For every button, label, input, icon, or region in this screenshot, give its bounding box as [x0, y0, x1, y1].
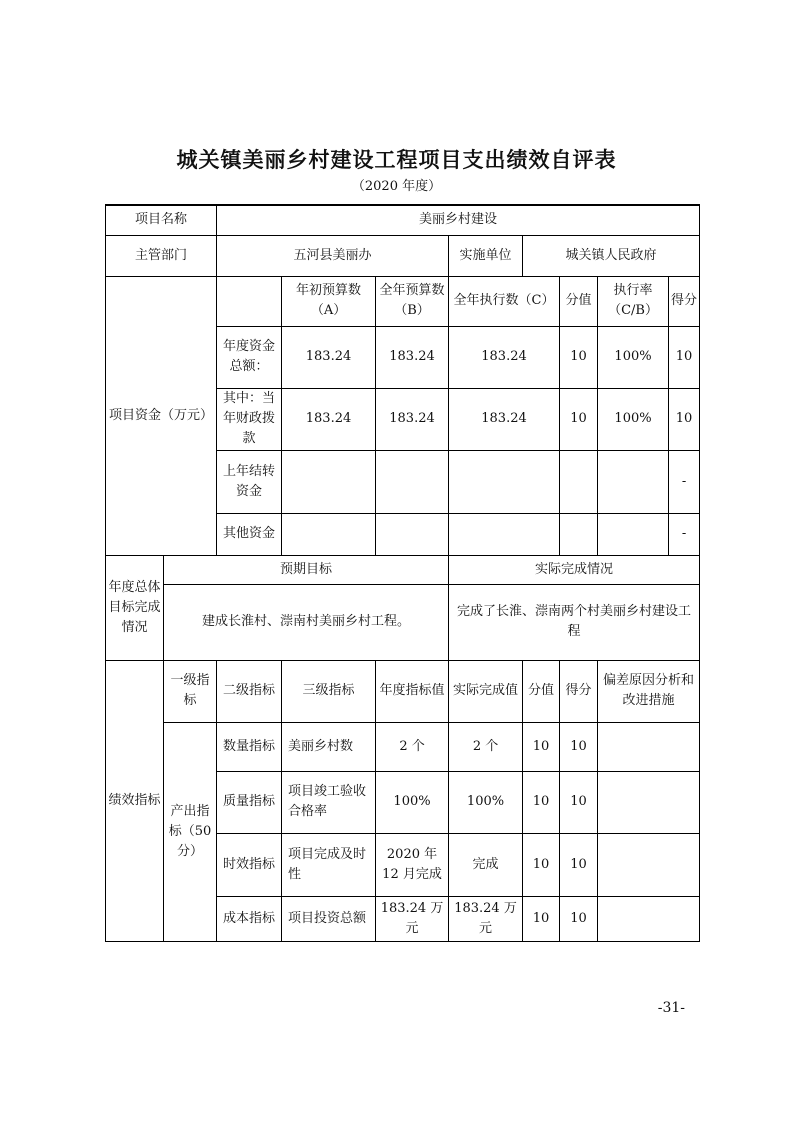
indicator-actual: 183.24 万元	[449, 896, 523, 941]
funds-cell: 183.24	[282, 388, 376, 450]
dept-label: 主管部门	[106, 235, 217, 276]
indicator-level3: 美丽乡村数	[282, 722, 376, 771]
funds-cell	[449, 513, 560, 555]
funds-cell	[282, 513, 376, 555]
indicators-header: 偏差原因分析和改进措施	[598, 660, 700, 722]
goals-row-label: 年度总体目标完成情况	[106, 555, 164, 660]
funds-header-c: 全年执行数（C）	[449, 276, 560, 326]
indicator-level3: 项目投资总额	[282, 896, 376, 941]
indicator-score: 10	[560, 896, 598, 941]
table-row	[106, 722, 700, 771]
funds-cell: 10	[560, 326, 598, 388]
funds-cell	[560, 450, 598, 513]
funds-row-label-cell: 上年结转资金	[217, 450, 282, 513]
funds-header-score: 得分	[669, 276, 700, 326]
funds-cell: -	[669, 450, 700, 513]
indicator-score: 10	[560, 771, 598, 833]
indicator-level3: 项目完成及时性	[282, 833, 376, 896]
indicators-header: 实际完成值	[449, 660, 523, 722]
funds-header-score-value: 分值	[560, 276, 598, 326]
indicator-actual: 2 个	[449, 722, 523, 771]
goals-expected-value: 建成长淮村、漴南村美丽乡村工程。	[164, 584, 449, 660]
funds-cell	[376, 450, 449, 513]
indicator-target: 183.24 万元	[376, 896, 449, 941]
indicators-row-label: 绩效指标	[106, 660, 164, 941]
indicators-header: 二级指标	[217, 660, 282, 722]
indicator-target: 2 个	[376, 722, 449, 771]
indicator-actual: 100%	[449, 771, 523, 833]
funds-cell	[560, 513, 598, 555]
funds-cell: 183.24	[376, 326, 449, 388]
indicator-note	[598, 771, 700, 833]
funds-cell	[282, 450, 376, 513]
goals-actual-value: 完成了长淮、漴南两个村美丽乡村建设工程	[449, 584, 700, 660]
funds-row-label-cell: 其他资金	[217, 513, 282, 555]
goals-expected-label: 预期目标	[164, 555, 449, 584]
funds-header-a: 年初预算数（A）	[282, 276, 376, 326]
indicator-actual: 完成	[449, 833, 523, 896]
indicator-score-value: 10	[523, 722, 560, 771]
funds-row-label-cell: 其中：当年财政拨款	[217, 388, 282, 450]
indicator-level2: 时效指标	[217, 833, 282, 896]
indicator-score: 10	[560, 833, 598, 896]
funds-header-b: 全年预算数（B）	[376, 276, 449, 326]
funds-cell	[598, 450, 669, 513]
indicator-note	[598, 896, 700, 941]
indicator-score-value: 10	[523, 896, 560, 941]
indicators-header: 分值	[523, 660, 560, 722]
indicators-header: 一级指标	[164, 660, 217, 722]
document-subtitle: （2020 年度）	[351, 179, 442, 194]
indicator-note	[598, 722, 700, 771]
funds-cell	[376, 513, 449, 555]
project-name-value: 美丽乡村建设	[217, 205, 700, 235]
indicators-header: 三级指标	[282, 660, 376, 722]
funds-cell: 100%	[598, 388, 669, 450]
indicator-target: 2020 年 12 月完成	[376, 833, 449, 896]
indicators-level1: 产出指标（50分）	[164, 722, 217, 941]
evaluation-table	[105, 204, 700, 942]
funds-cell: 100%	[598, 326, 669, 388]
funds-cell: 183.24	[449, 388, 560, 450]
indicator-level2: 数量指标	[217, 722, 282, 771]
indicator-score: 10	[560, 722, 598, 771]
funds-header-blank	[217, 276, 282, 326]
indicator-target: 100%	[376, 771, 449, 833]
funds-row-label-cell: 年度资金总额：	[217, 326, 282, 388]
document-title: 城关镇美丽乡村建设工程项目支出绩效自评表	[176, 148, 617, 172]
goals-actual-label: 实际完成情况	[449, 555, 700, 584]
funds-cell: -	[669, 513, 700, 555]
funds-cell: 10	[669, 326, 700, 388]
funds-cell: 10	[669, 388, 700, 450]
indicator-level2: 成本指标	[217, 896, 282, 941]
indicator-score-value: 10	[523, 771, 560, 833]
project-name-label: 项目名称	[106, 205, 217, 235]
page-number: -31-	[657, 1000, 685, 1016]
impl-value: 城关镇人民政府	[523, 235, 700, 276]
indicator-note	[598, 833, 700, 896]
funds-cell: 183.24	[449, 326, 560, 388]
indicators-header: 得分	[560, 660, 598, 722]
indicator-score-value: 10	[523, 833, 560, 896]
funds-cell	[449, 450, 560, 513]
indicator-level2: 质量指标	[217, 771, 282, 833]
funds-row-label: 项目资金（万元）	[106, 276, 217, 555]
indicator-level3: 项目竣工验收合格率	[282, 771, 376, 833]
funds-cell: 183.24	[376, 388, 449, 450]
funds-header-rate: 执行率（C/B）	[598, 276, 669, 326]
dept-value: 五河县美丽办	[217, 235, 449, 276]
funds-cell	[598, 513, 669, 555]
funds-cell: 10	[560, 388, 598, 450]
indicators-header: 年度指标值	[376, 660, 449, 722]
impl-label: 实施单位	[449, 235, 523, 276]
funds-cell: 183.24	[282, 326, 376, 388]
